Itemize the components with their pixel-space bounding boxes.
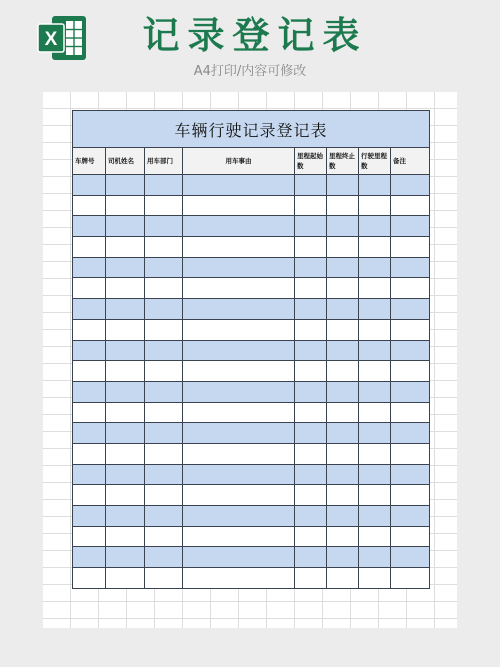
col-header-remarks: 备注 (391, 148, 430, 175)
table-cell[interactable] (73, 340, 106, 361)
table-cell[interactable] (327, 237, 359, 258)
table-cell[interactable] (359, 547, 391, 568)
table-cell[interactable] (327, 402, 359, 423)
table-cell[interactable] (73, 423, 106, 444)
table-row (73, 423, 430, 444)
table-cell[interactable] (73, 319, 106, 340)
table-cell[interactable] (359, 568, 391, 589)
table-cell[interactable] (145, 340, 183, 361)
table-cell[interactable] (183, 195, 295, 216)
table-cell[interactable] (327, 361, 359, 382)
table-cell[interactable] (106, 175, 145, 196)
table-row (73, 319, 430, 340)
table-cell[interactable] (106, 464, 145, 485)
table-cell[interactable] (391, 361, 430, 382)
table-cell[interactable] (359, 175, 391, 196)
table-cell[interactable] (359, 361, 391, 382)
table-cell[interactable] (145, 464, 183, 485)
table-cell[interactable] (295, 547, 327, 568)
table-cell[interactable] (327, 506, 359, 527)
table-cell[interactable] (391, 526, 430, 547)
table-row (73, 506, 430, 527)
table-cell[interactable] (145, 175, 183, 196)
table-row (73, 340, 430, 361)
vehicle-log-table (72, 110, 430, 589)
table-cell[interactable] (73, 361, 106, 382)
table-cell[interactable] (106, 257, 145, 278)
table-cell[interactable] (327, 423, 359, 444)
table-cell[interactable] (359, 526, 391, 547)
page-subtitle: A4打印/内容可修改 (193, 64, 307, 79)
excel-icon (36, 14, 88, 62)
table-cell[interactable] (106, 443, 145, 464)
table-cell[interactable] (327, 175, 359, 196)
table-cell[interactable] (295, 299, 327, 320)
table-row (73, 568, 430, 589)
table-cell[interactable] (359, 195, 391, 216)
table-cell[interactable] (295, 526, 327, 547)
table-cell[interactable] (73, 526, 106, 547)
table-cell[interactable] (145, 526, 183, 547)
table-cell[interactable] (73, 278, 106, 299)
table-row (73, 547, 430, 568)
table-cell[interactable] (359, 464, 391, 485)
table-cell[interactable] (145, 216, 183, 237)
table-cell[interactable] (391, 464, 430, 485)
table-cell[interactable] (391, 319, 430, 340)
table-cell[interactable] (295, 485, 327, 506)
table-cell[interactable] (106, 526, 145, 547)
table-cell[interactable] (327, 299, 359, 320)
table-cell[interactable] (183, 257, 295, 278)
table-row (73, 526, 430, 547)
table-cell[interactable] (145, 237, 183, 258)
table-cell[interactable] (106, 278, 145, 299)
table-row (73, 381, 430, 402)
table-cell[interactable] (145, 381, 183, 402)
table-cell[interactable] (391, 485, 430, 506)
table-cell[interactable] (145, 568, 183, 589)
table-cell[interactable] (73, 506, 106, 527)
table-cell[interactable] (391, 175, 430, 196)
table-cell[interactable] (183, 319, 295, 340)
table-cell[interactable] (145, 547, 183, 568)
table-cell[interactable] (106, 237, 145, 258)
table-cell[interactable] (145, 402, 183, 423)
table-cell[interactable] (183, 547, 295, 568)
table-cell[interactable] (327, 547, 359, 568)
table-row (73, 216, 430, 237)
table-cell[interactable] (359, 257, 391, 278)
table-row (73, 237, 430, 258)
table-cell[interactable] (359, 237, 391, 258)
table-cell[interactable] (73, 257, 106, 278)
table-cell[interactable] (295, 257, 327, 278)
table-cell[interactable] (359, 423, 391, 444)
table-cell[interactable] (295, 216, 327, 237)
table-cell[interactable] (391, 381, 430, 402)
table-row (73, 361, 430, 382)
table-cell[interactable] (359, 340, 391, 361)
table-cell[interactable] (391, 340, 430, 361)
table-cell[interactable] (73, 299, 106, 320)
table-cell[interactable] (183, 464, 295, 485)
table-cell[interactable] (183, 526, 295, 547)
table-cell[interactable] (327, 216, 359, 237)
table-cell[interactable] (145, 361, 183, 382)
table-cell[interactable] (106, 402, 145, 423)
table-title: 车辆行驶记录登记表 (73, 111, 430, 148)
table-cell[interactable] (73, 402, 106, 423)
table-cell[interactable] (183, 402, 295, 423)
table-cell[interactable] (295, 237, 327, 258)
table-cell[interactable] (106, 195, 145, 216)
col-header-distance: 行驶里程数 (359, 148, 391, 175)
table-cell[interactable] (73, 485, 106, 506)
table-cell[interactable] (183, 381, 295, 402)
table-cell[interactable] (359, 506, 391, 527)
table-cell[interactable] (106, 568, 145, 589)
table-cell[interactable] (391, 299, 430, 320)
table-cell[interactable] (295, 195, 327, 216)
table-cell[interactable] (145, 443, 183, 464)
table-cell[interactable] (73, 464, 106, 485)
table-cell[interactable] (359, 381, 391, 402)
table-cell[interactable] (106, 319, 145, 340)
table-cell[interactable] (391, 568, 430, 589)
table-cell[interactable] (183, 568, 295, 589)
table-cell[interactable] (295, 278, 327, 299)
table-cell[interactable] (106, 423, 145, 444)
table-cell[interactable] (106, 216, 145, 237)
table-cell[interactable] (391, 423, 430, 444)
table-cell[interactable] (183, 278, 295, 299)
table-row (73, 402, 430, 423)
table-cell[interactable] (327, 526, 359, 547)
table-cell[interactable] (145, 506, 183, 527)
table-cell[interactable] (73, 195, 106, 216)
table-cell[interactable] (106, 547, 145, 568)
table-cell[interactable] (391, 195, 430, 216)
table-cell[interactable] (327, 340, 359, 361)
table-cell[interactable] (327, 319, 359, 340)
table-cell[interactable] (327, 464, 359, 485)
table-cell[interactable] (295, 319, 327, 340)
table-cell[interactable] (295, 381, 327, 402)
table-cell[interactable] (295, 464, 327, 485)
table-cell[interactable] (145, 278, 183, 299)
excel-icon-letter: X (44, 29, 58, 50)
table-row (73, 195, 430, 216)
table-cell[interactable] (295, 568, 327, 589)
table-cell[interactable] (327, 257, 359, 278)
page-title: 记录登记表 (142, 14, 368, 57)
table-row (73, 299, 430, 320)
table-cell[interactable] (73, 175, 106, 196)
table-cell[interactable] (183, 423, 295, 444)
col-header-plate: 车牌号 (73, 148, 106, 175)
table-cell[interactable] (106, 506, 145, 527)
table-cell[interactable] (295, 443, 327, 464)
table-cell[interactable] (327, 485, 359, 506)
table-cell[interactable] (73, 381, 106, 402)
table-cell[interactable] (145, 299, 183, 320)
col-header-start-mileage: 里程起始数 (295, 148, 327, 175)
table-cell[interactable] (183, 175, 295, 196)
table-cell[interactable] (359, 278, 391, 299)
table-cell[interactable] (183, 237, 295, 258)
table-cell[interactable] (183, 340, 295, 361)
col-header-driver: 司机姓名 (106, 148, 145, 175)
table-cell[interactable] (73, 216, 106, 237)
table-cell[interactable] (327, 381, 359, 402)
table-cell[interactable] (359, 299, 391, 320)
col-header-purpose: 用车事由 (183, 148, 295, 175)
table-cell[interactable] (327, 568, 359, 589)
table-cell[interactable] (391, 443, 430, 464)
table-cell[interactable] (391, 278, 430, 299)
col-header-end-mileage: 里程终止数 (327, 148, 359, 175)
table-cell[interactable] (295, 361, 327, 382)
col-header-department: 用车部门 (145, 148, 183, 175)
table-cell[interactable] (106, 299, 145, 320)
table-cell[interactable] (145, 319, 183, 340)
table-cell[interactable] (73, 443, 106, 464)
table-cell[interactable] (391, 547, 430, 568)
table-cell[interactable] (183, 485, 295, 506)
table-cell[interactable] (73, 237, 106, 258)
table-cell[interactable] (391, 216, 430, 237)
table-cell[interactable] (145, 257, 183, 278)
table-cell[interactable] (145, 485, 183, 506)
table-row (73, 443, 430, 464)
table-row (73, 464, 430, 485)
table-cell[interactable] (391, 257, 430, 278)
table-cell[interactable] (327, 195, 359, 216)
table-cell[interactable] (183, 443, 295, 464)
table-cell[interactable] (295, 423, 327, 444)
table-cell[interactable] (295, 175, 327, 196)
table-cell[interactable] (145, 195, 183, 216)
table-cell[interactable] (295, 506, 327, 527)
table-cell[interactable] (145, 423, 183, 444)
table-row (73, 485, 430, 506)
table-cell[interactable] (359, 485, 391, 506)
table-row (73, 257, 430, 278)
table-cell[interactable] (359, 319, 391, 340)
table-cell[interactable] (327, 278, 359, 299)
table-cell[interactable] (295, 402, 327, 423)
table-header-row (73, 148, 430, 175)
table-row (73, 278, 430, 299)
table-cell[interactable] (106, 361, 145, 382)
table-cell[interactable] (327, 443, 359, 464)
table-cell[interactable] (295, 340, 327, 361)
table-cell[interactable] (359, 402, 391, 423)
table-row (73, 175, 430, 196)
table-cell[interactable] (391, 402, 430, 423)
table-cell[interactable] (183, 506, 295, 527)
table-cell[interactable] (106, 381, 145, 402)
table-cell[interactable] (183, 361, 295, 382)
table-cell[interactable] (359, 443, 391, 464)
table-cell[interactable] (391, 237, 430, 258)
table-cell[interactable] (391, 506, 430, 527)
table-cell[interactable] (106, 340, 145, 361)
table-cell[interactable] (106, 485, 145, 506)
table-cell[interactable] (73, 547, 106, 568)
table-cell[interactable] (359, 216, 391, 237)
table-cell[interactable] (183, 216, 295, 237)
table-cell[interactable] (73, 568, 106, 589)
table-cell[interactable] (183, 299, 295, 320)
